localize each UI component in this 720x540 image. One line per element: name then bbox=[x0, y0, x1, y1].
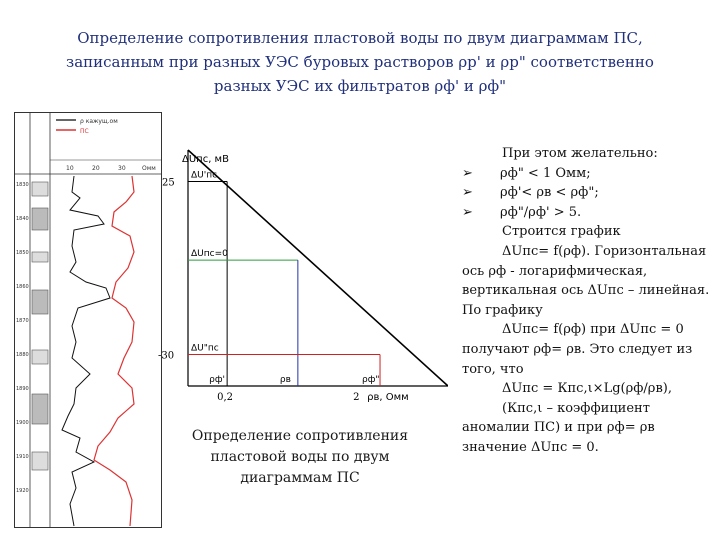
y-marker-label: ΔU"пс bbox=[191, 343, 219, 354]
depth-label: 1900 bbox=[16, 420, 29, 426]
text-line: вертикальная ось ΔUпс – линейная. bbox=[462, 283, 710, 299]
y-marker-label: ΔU'пс bbox=[191, 170, 218, 181]
header-value-20: 20 bbox=[92, 165, 100, 172]
text-line: По графику bbox=[462, 302, 543, 318]
y-marker-label: ΔUпс=0 bbox=[191, 249, 228, 260]
caption-line-2: пластовой воды по двум bbox=[210, 449, 390, 465]
text-line: ось ρф - логарифмическая, bbox=[462, 263, 648, 279]
formula-line: ΔUпс = Кпс,ι×Lg(ρф/ρв), bbox=[502, 381, 672, 397]
text-line: ΔUпс= f(ρф) при ΔUпс = 0 bbox=[502, 322, 684, 338]
title-line-3: разных УЭС их фильтратов ρф' и ρф" bbox=[213, 77, 507, 95]
depth-label: 1880 bbox=[16, 352, 29, 358]
well-log-panel bbox=[14, 112, 162, 528]
condition-2: ρф'< ρв < ρф"; bbox=[500, 185, 599, 201]
text-line: получают ρф= ρв. Это следует из bbox=[462, 341, 693, 357]
arrow-bullet-icon: ➢ bbox=[462, 165, 473, 181]
depth-label: 1910 bbox=[16, 454, 29, 460]
title-line-2: записанным при разных УЭС буровых растворов ρр' и ρр" соответственно bbox=[66, 53, 654, 71]
text-line: аномалии ПС) и при ρф= ρв bbox=[462, 420, 655, 436]
header-value-10: 10 bbox=[66, 165, 74, 172]
condition-1: ρф" < 1 Омм; bbox=[500, 165, 591, 181]
text-line: (Кпс,ι – коэффициент bbox=[502, 400, 650, 416]
y-axis-label: ΔUпс, мВ bbox=[182, 154, 229, 165]
x-axis-label: ρв, Омм bbox=[367, 392, 409, 403]
depth-label: 1890 bbox=[16, 386, 29, 392]
header-value-30: 30 bbox=[118, 165, 126, 172]
x-tick-label: 2 bbox=[353, 392, 360, 403]
condition-3: ρф"/ρф' > 5. bbox=[500, 204, 582, 220]
explanation-text bbox=[462, 144, 712, 458]
x-marker-label: ρф" bbox=[362, 375, 380, 385]
x-marker-label: ρф' bbox=[209, 375, 226, 385]
title-line-1: Определение сопротивления пластовой воды по двум диаграммам ПС, bbox=[77, 29, 643, 47]
text-line: значение ΔUпс = 0. bbox=[462, 439, 599, 455]
x-marker-label: ρв bbox=[279, 375, 291, 385]
text-line: При этом желательно: bbox=[502, 146, 658, 161]
depth-label: 1870 bbox=[16, 318, 29, 324]
depth-label: 1830 bbox=[16, 182, 29, 188]
text-line: Строится график bbox=[502, 224, 621, 240]
slide-title bbox=[60, 26, 660, 98]
y-tick-label: 25 bbox=[162, 177, 175, 189]
legend-sp: ПС bbox=[80, 128, 89, 135]
depth-label: 1840 bbox=[16, 216, 29, 222]
y-tick-label: -30 bbox=[158, 350, 175, 362]
depth-label: 1850 bbox=[16, 250, 29, 256]
depth-label: 1920 bbox=[16, 488, 29, 494]
arrow-bullet-icon: ➢ bbox=[462, 185, 473, 201]
arrow-bullet-icon: ➢ bbox=[462, 204, 473, 220]
depth-label: 1860 bbox=[16, 284, 29, 290]
header-unit: Омм bbox=[142, 165, 156, 172]
chart-caption bbox=[180, 426, 420, 489]
text-line: того, что bbox=[462, 361, 524, 377]
text-line: ΔUпс= f(ρф). Горизонтальная bbox=[502, 243, 707, 259]
caption-line-1: Определение сопротивления bbox=[191, 428, 409, 444]
chart-area bbox=[158, 140, 448, 410]
legend-resistivity: ρ кажущ.ом bbox=[80, 118, 118, 125]
caption-line-3: диаграммам ПС bbox=[240, 470, 360, 486]
x-tick-label: 0,2 bbox=[217, 392, 234, 403]
